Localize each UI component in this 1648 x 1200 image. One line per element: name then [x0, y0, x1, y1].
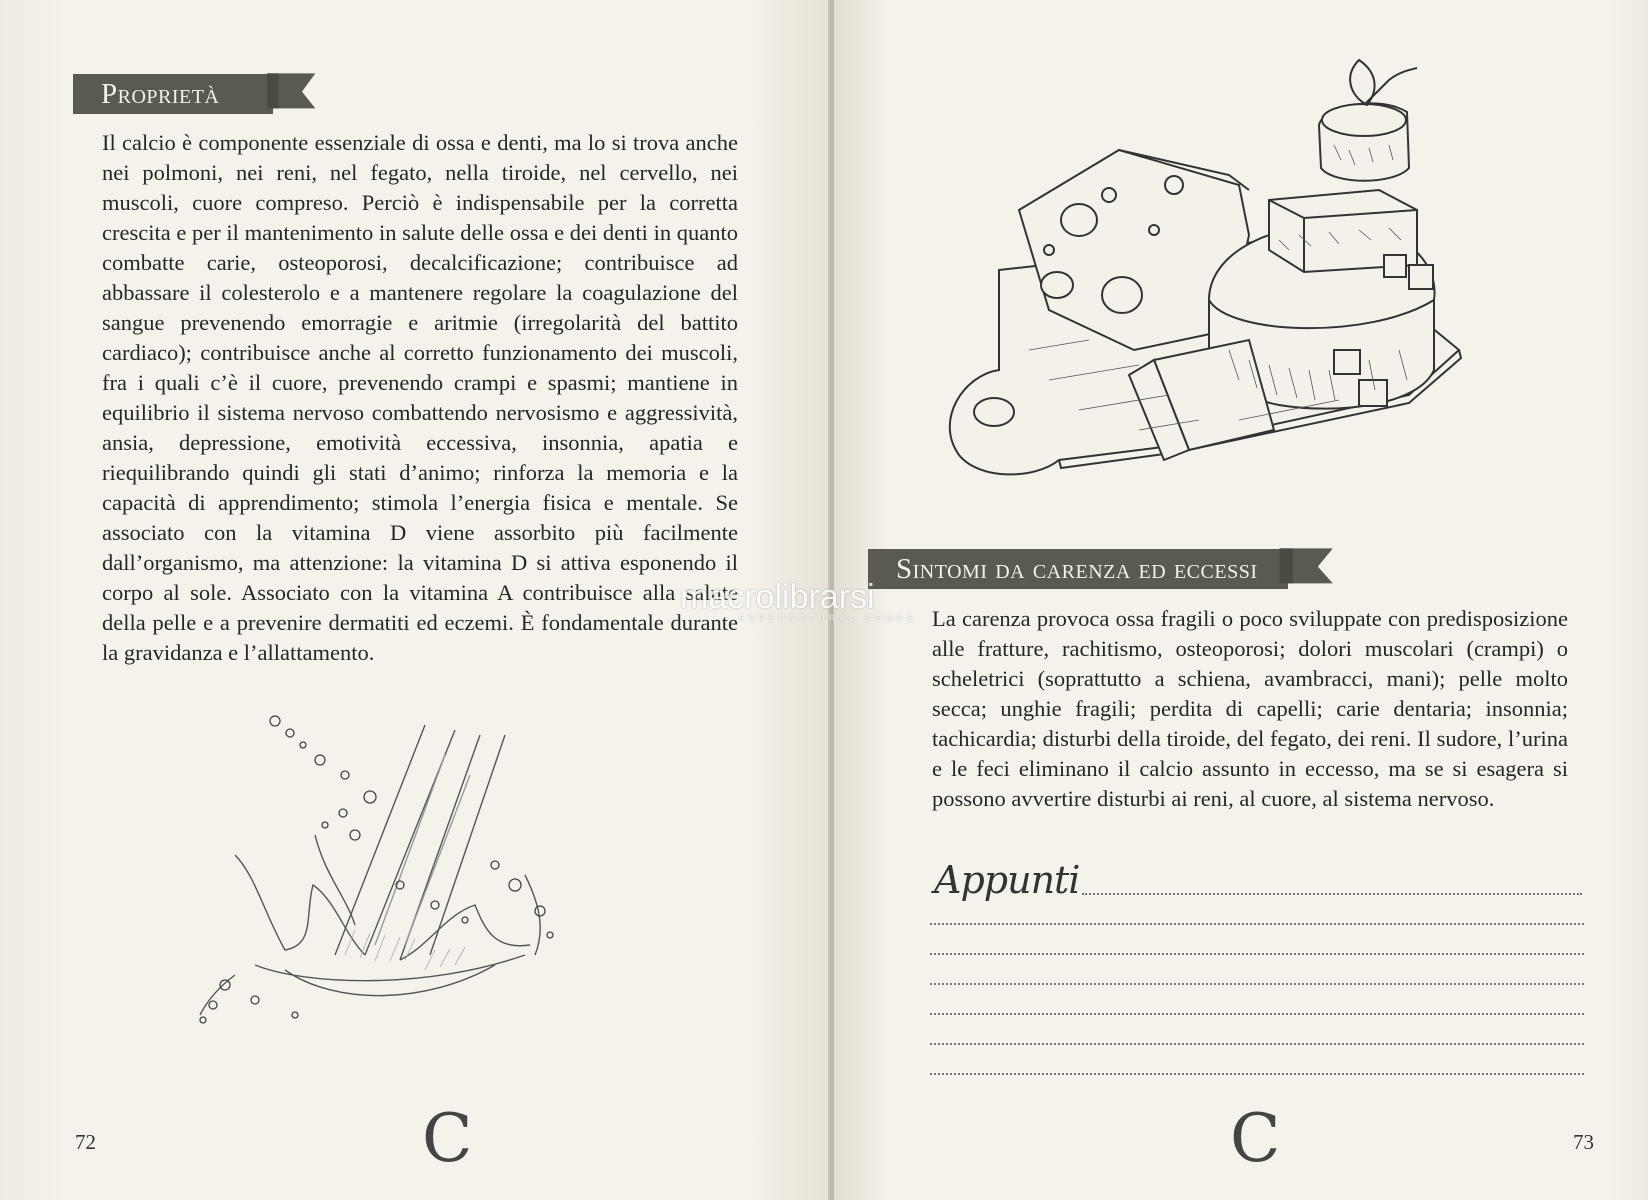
section-heading-banner [73, 74, 273, 114]
notes-line[interactable] [930, 1013, 1584, 1015]
chapter-letter: C [1230, 1100, 1281, 1177]
notes-line[interactable] [930, 923, 1584, 925]
ribbon-tail-icon [1274, 545, 1340, 585]
right-page [834, 0, 1648, 1200]
page-number-left: 72 [75, 1130, 96, 1154]
notes-line[interactable] [930, 1043, 1584, 1045]
chapter-letter: C [422, 1100, 473, 1177]
notes-line[interactable] [1082, 893, 1582, 895]
section-heading-banner [868, 549, 1288, 589]
milk-splash-illustration [195, 715, 575, 1035]
properties-paragraph: Il calcio è componente essenziale di ossa e denti, ma lo si trova anche nei polmoni, nei reni, nel fegato, nella tiroide, nel cervello, nei muscoli, cuore compreso. Perciò è indispensabile per la corretta crescita e per il mantenimento in salute delle ossa e dei denti in quanto combatte carie, osteoporosi, decalcificazione; contribuisce ad abbassare il colesterolo e a mantenere regolare la coagulazione del sangue prevenendo emorragie e aritmie (irregolarità del battito cardiaco); contribuisce anche al corretto funzionamento dei muscoli, fra i quali c’è il cuore, prevenendo crampi e spasmi; mantiene in equilibrio il sistema nervoso combattendo nervosismo e aggressività, ansia, depressione, emotività eccessiva, insonnia, apatia e riequilibrando quindi gli stati d’animo; rinforza la memoria e la capacità di apprendimento; stimola l’energia fisica e mentale. Se associato con la vitamina D viene assorbito più facilmente dall’organismo, ma attenzione: la vitamina D si attiva esponendo il corpo al sole. Associato con la vitamina A contribuisce alla salute della pelle e a prevenire dermatiti ed eczemi. È fondamentale durante la gravidanza e l’allattamento. [102, 130, 738, 665]
symptoms-paragraph: La carenza provoca ossa fragili o poco sviluppate con predisposizione alle fratture, rachitismo, osteoporosi; dolori muscolari (crampi) o scheletrici (soprattutto a schiena, avambracci, mani); pelle molto secca; unghie fragili; perdita di capelli; carie dentaria; insonnia; tachicardia; disturbi della tiroide, del fegato, dei reni. Il sudore, l’urina e le feci eliminano il calcio assunto in eccesso, ma se si esagera si possono avvertire disturbi ai reni, al cuore, al sistema nervoso. [932, 606, 1568, 811]
watermark-tagline: SUPERNATURAL BOOKS [738, 613, 917, 623]
ribbon-tail-icon [262, 70, 322, 110]
section-heading: Proprietà [101, 77, 220, 110]
cheese-board-illustration [939, 50, 1499, 480]
notes-line[interactable] [930, 1073, 1584, 1075]
watermark [680, 578, 917, 623]
watermark-brand: macrolibrarsi [680, 578, 875, 616]
section-heading: Sintomi da carenza ed eccessi [896, 552, 1258, 585]
notes-line[interactable] [930, 983, 1584, 985]
notes-line[interactable] [930, 953, 1584, 955]
notes-title: Appunti [934, 858, 1080, 902]
page-number-right: 73 [1573, 1130, 1594, 1154]
